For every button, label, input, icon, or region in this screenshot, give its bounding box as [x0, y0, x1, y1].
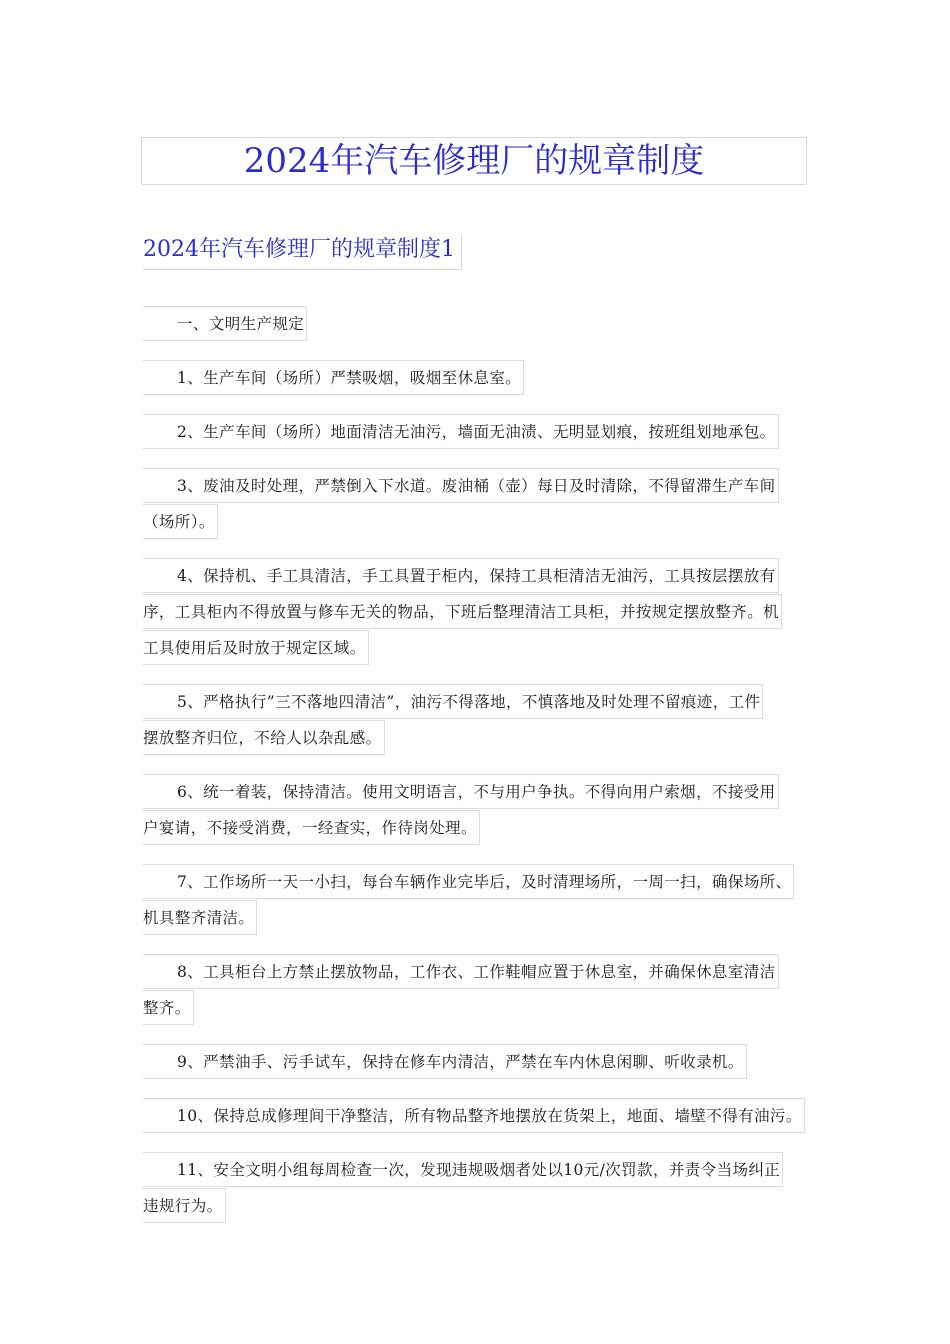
paragraph-line: （场所）。 — [143, 504, 218, 539]
paragraph-line: 10、保持总成修理间干净整洁，所有物品整齐地摆放在货架上，地面、墙壁不得有油污。 — [143, 1098, 805, 1133]
paragraph — [143, 774, 807, 846]
section-heading-block — [143, 306, 807, 342]
paragraph-line: 3、废油及时处理，严禁倒入下水道。废油桶（壶）每日及时清除，不得留滞生产车间 — [143, 468, 779, 503]
paragraph-line: 5、严格执行”三不落地四清洁”，油污不得落地，不慎落地及时处理不留痕迹，工件 — [143, 684, 763, 719]
paragraph — [143, 414, 807, 450]
paragraph-line: 8、工具柜台上方禁止摆放物品，工作衣、工作鞋帽应置于休息室，并确保休息室清洁 — [143, 954, 779, 989]
paragraph-line: 2、生产车间（场所）地面清洁无油污，墙面无油渍、无明显划痕，按班组划地承包。 — [143, 414, 779, 449]
paragraph — [143, 1044, 807, 1080]
document-title-box — [141, 137, 807, 185]
paragraph-line: 整齐。 — [143, 990, 194, 1025]
paragraph-line: 工具使用后及时放于规定区域。 — [143, 630, 369, 665]
paragraph — [143, 864, 807, 936]
section-heading: 一、文明生产规定 — [143, 306, 307, 341]
paragraph — [143, 1098, 807, 1134]
paragraph-line: 11、安全文明小组每周检查一次，发现违规吸烟者处以10元/次罚款，并责令当场纠正 — [143, 1152, 783, 1187]
paragraph-line: 户宴请，不接受消费，一经查实，作待岗处理。 — [143, 810, 480, 845]
paragraph-line: 机具整齐清洁。 — [143, 900, 257, 935]
paragraph-line: 9、严禁油手、污手试车，保持在修车内清洁，严禁在车内休息闲聊、听收录机。 — [143, 1044, 747, 1079]
paragraph-line: 序，工具柜内不得放置与修车无关的物品，下班后整理清洁工具柜，并按规定摆放整齐。机 — [143, 594, 782, 629]
section-subtitle: 2024年汽车修理厂的规章制度1 — [143, 234, 462, 270]
paragraph-line: 摆放整齐归位，不给人以杂乱感。 — [143, 720, 385, 755]
paragraph-line: 违规行为。 — [143, 1188, 226, 1223]
paragraph — [143, 954, 807, 1026]
document-title: 2024年汽车修理厂的规章制度 — [243, 141, 705, 181]
paragraph-line: 1、生产车间（场所）严禁吸烟，吸烟至休息室。 — [143, 360, 524, 395]
paragraph — [143, 468, 807, 540]
paragraph — [143, 684, 807, 756]
paragraph-line: 4、保持机、手工具清洁，手工具置于柜内，保持工具柜清洁无油污，工具按层摆放有 — [143, 558, 779, 593]
paragraph — [143, 360, 807, 396]
paragraph-line: 7、工作场所一天一小扫，每台车辆作业完毕后，及时清理场所，一周一扫，确保场所、 — [143, 864, 794, 899]
paragraph — [143, 1152, 807, 1224]
paragraph — [143, 558, 807, 666]
paragraph-line: 6、统一着装，保持清洁。使用文明语言，不与用户争执。不得向用户索烟，不接受用 — [143, 774, 779, 809]
